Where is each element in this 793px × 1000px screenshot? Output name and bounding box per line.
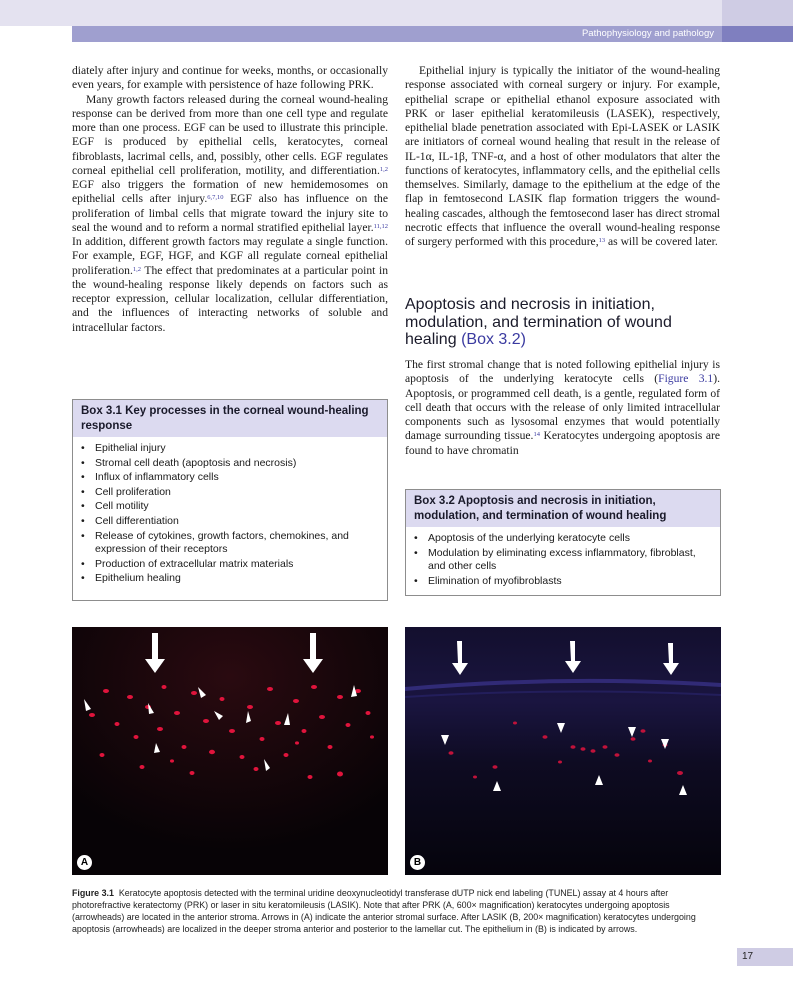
list-item: • Stromal cell death (apoptosis and necrosis) — [81, 456, 297, 469]
reference-superscript[interactable]: 13 — [598, 237, 606, 244]
paragraph: diately after injury and continue for weeks, months, or occasionally even years, for example with persistence of haze following PRK. — [72, 64, 388, 92]
reference-superscript[interactable]: 1,2 — [379, 165, 388, 173]
figure-panel-a — [72, 627, 388, 875]
running-header-tab — [722, 26, 793, 42]
reference-superscript[interactable]: 14 — [533, 431, 540, 439]
list-item: • Modulation by eliminating excess inflammatory, fibroblast, and other cells — [414, 546, 696, 572]
reference-superscript[interactable]: 6,7,10 — [207, 194, 224, 202]
list-item: • Release of cytokines, growth factors, chemokines, and expression of their receptors — [81, 529, 349, 555]
list-item-text: Elimination of myofibroblasts — [428, 574, 562, 587]
list-item: • Cell motility — [81, 500, 149, 513]
list-item-text: Influx of inflammatory cells — [95, 471, 219, 484]
text-run: EGF also has influence on the proliferation of limbal cells that migrate toward the injury site to seal the wound and to reform a normal stratified epithelial layer. — [72, 192, 388, 234]
list-item: • Cell proliferation — [81, 485, 171, 498]
text-run: In addition, different growth factors may regulate a single function. For example, EGF, HGF, and KGF all regulate corneal epithelial proliferation. — [72, 235, 388, 277]
list-item: • Epithelial injury — [81, 442, 166, 454]
right-column — [405, 64, 720, 249]
micrograph-a — [72, 627, 388, 875]
list-item: • Epithelium healing — [81, 572, 181, 585]
paragraph — [405, 64, 720, 249]
box-3-1 — [72, 399, 388, 601]
panel-label-b: B — [410, 855, 425, 870]
box-title: Box 3.2 Apoptosis and necrosis in initiation, modulation, and termination of wound healing — [406, 490, 720, 527]
figure-panel-b — [405, 627, 721, 875]
list-item: • Influx of inflammatory cells — [81, 471, 219, 484]
text-run: Epithelial injury is typically the initiator of the wound-healing response associated with corneal surgery or injury. For example, epithelial scrape or epithelial ethanol exposure associated with PRK or laser epithelial keratomileusis (LASEK), respectively, epithelial blade penetration associated with Epi-LASEK or LASIK are initiators of corneal wound healing that result in the release of IL-1α, IL-1β, TNF-α, and a host of other modulators that alter the functions of keratocytes, inflammatory cells, and the epithelial cells themselves. Similarly, damage to the epithelium at the edge of the flap in femtosecond LASIK flap formation triggers the wound-healing cascades, although the femtosecond laser has direct stromal necrotic effects that influence the overall wound-healing response of surgery performed with this procedure, — [405, 64, 720, 248]
list-item-text: Apoptosis of the underlying keratocyte cells — [428, 532, 630, 544]
reference-superscript[interactable]: 1,2 — [132, 265, 141, 273]
box-list — [73, 437, 387, 586]
text-run: EGF also triggers the formation of new hemidemosomes on epithelial cells after injury. — [72, 178, 388, 206]
list-item: • Cell differentiation — [81, 514, 179, 527]
micrograph-b — [405, 627, 721, 875]
text-run: Many growth factors released during the corneal wound-healing response can be derived from more than one cell type and regulate more than one process. EGF can be used to illustrate this principle. EGF is produced by epithelial cells, keratocytes, corneal fibroblasts, lacrimal cells, and, possibly, other cells. EGF regulates corneal epithelial cell proliferation, motility, and differentiation. — [72, 92, 388, 177]
top-band — [0, 0, 793, 26]
left-column — [72, 64, 388, 335]
reference-superscript[interactable]: 11,12 — [373, 222, 388, 230]
figure-caption — [72, 887, 722, 935]
list-item-text: Production of extracellular matrix materials — [95, 557, 294, 570]
list-item-text: Stromal cell death (apoptosis and necrosis) — [95, 456, 297, 469]
section-heading — [405, 296, 720, 349]
text-run: ). Apoptosis, or programmed cell death, is a gentle, regulated form of cell death that occurs with the release of only limited intracellular components such as lysosomal enzymes that would potentially damage surrounding tissue. — [405, 372, 720, 443]
text-run: Keratocytes undergoing apoptosis are found to have chromatin — [405, 429, 720, 457]
list-item-text: Cell motility — [95, 500, 149, 513]
list-item-text: Epithelium healing — [95, 572, 181, 585]
box-title: Box 3.1 Key processes in the corneal wound-healing response — [73, 400, 387, 437]
panel-label-a: A — [77, 855, 92, 870]
list-item-text: Modulation by eliminating excess inflammatory, fibroblast, and other cells — [428, 546, 696, 572]
list-item: • Elimination of myofibroblasts — [414, 574, 562, 587]
figure-link[interactable]: Figure 3.1 — [658, 372, 714, 386]
list-item-text: Cell proliferation — [95, 485, 171, 498]
section-heading-text: Apoptosis and necrosis in initiation, modulation, and termination of wound healing — [405, 296, 672, 349]
top-band-tab — [722, 0, 793, 26]
section-body — [405, 358, 720, 458]
list-item: • Production of extracellular matrix materials — [81, 557, 294, 570]
text-run: The effect that predominates at a particular point in the wound-healing response likely depends on factors such as receptor expression, cellular localization, cellular differentiation, and the influences of interacting networks of soluble and intracellular factors. — [72, 263, 388, 334]
running-header: Pathophysiology and pathology — [72, 26, 722, 42]
list-item: • Apoptosis of the underlying keratocyte cells — [414, 532, 630, 544]
caption-label: Figure 3.1 — [72, 888, 114, 898]
text-run: The first stromal change that is noted following epithelial injury is apoptosis of the underlying keratocyte cells ( — [405, 358, 720, 386]
box-3-2 — [405, 489, 721, 596]
page-number: 17 — [737, 948, 793, 966]
list-item-text: Cell differentiation — [95, 514, 179, 527]
list-item-text: Epithelial injury — [95, 442, 166, 454]
list-item-text: Release of cytokines, growth factors, chemokines, and expression of their receptors — [95, 529, 349, 555]
paragraph — [72, 93, 388, 335]
box-list — [406, 527, 720, 588]
box-link[interactable]: (Box 3.2) — [461, 331, 526, 349]
caption-text: Keratocyte apoptosis detected with the terminal uridine deoxynucleotidyl transferase dUTP nick end labeling (TUNEL) assay at 4 hours after photorefractive keratectomy (PRK) or laser in situ keratomileusis (LASIK). Note that after PRK (A, 600× magnification) keratocytes undergoing apoptosis (arrowheads) are located in the anterior stroma. Arrows in (A) indicate the anterior stromal surface. After LASIK (B, 200× magnification) keratocytes undergoing apoptosis (arrowheads) are localized in the deeper stroma anterior and posterior to the lamellar cut. The epithelium in (B) is indicated by arrows. — [72, 888, 696, 934]
text-run: as will be covered later. — [605, 235, 718, 248]
